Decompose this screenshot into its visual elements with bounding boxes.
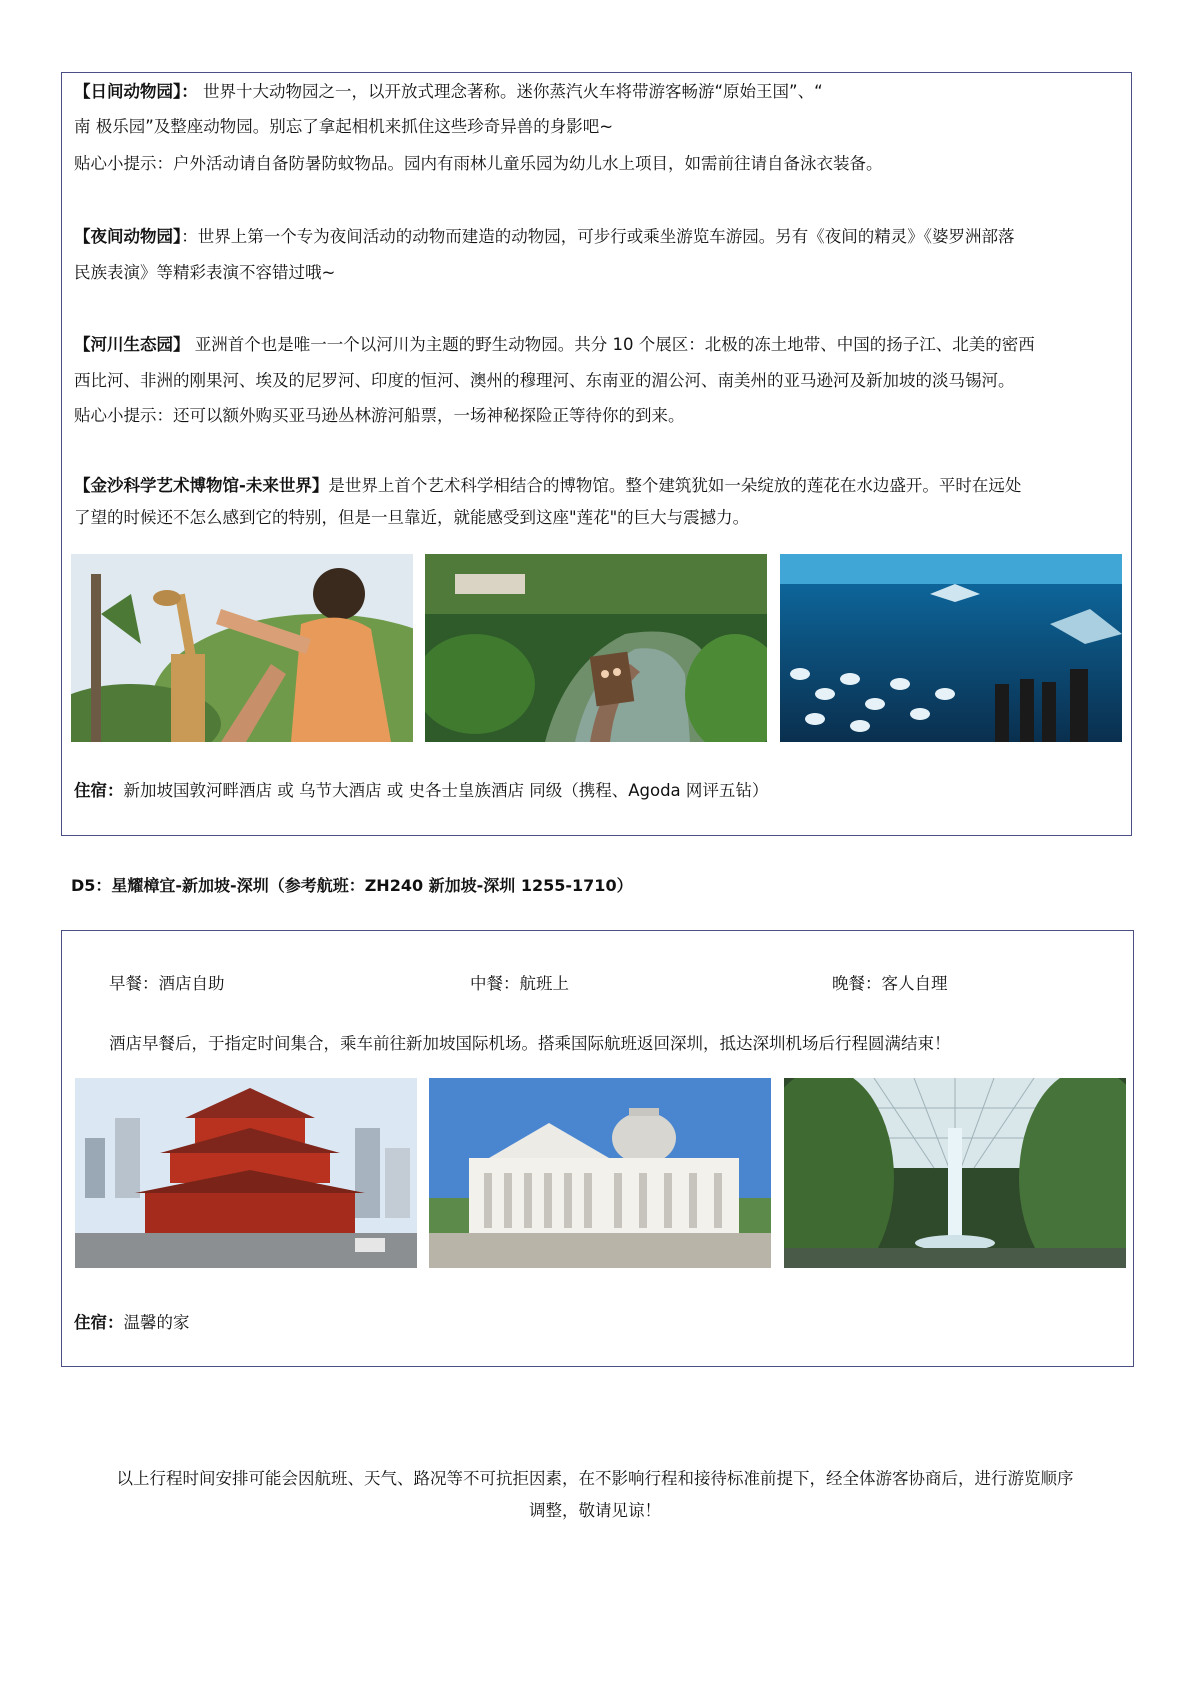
river-text: 亚洲首个也是唯一一个以河川为主题的野生动物园。共分 10 个展区：北极的冻土地带、中国的扬子江、北美的密西 [189, 335, 1035, 354]
day5-lunch: 中餐：航班上 [470, 974, 569, 993]
day4-accommodation [74, 780, 768, 802]
national-museum-photo [429, 1078, 771, 1268]
museum-title: 【金沙科学艺术博物馆-未来世界】 [74, 476, 329, 495]
giraffe-photo [71, 554, 413, 742]
buddha-tooth-temple-photo [75, 1078, 417, 1268]
day5-description: 酒店早餐后，于指定时间集合，乘车前往新加坡国际机场。搭乘国际航班返回深圳，抵达深圳机场后行程圆满结束！ [109, 1034, 951, 1053]
day5-dinner: 晚餐：客人自理 [832, 974, 948, 993]
day5-accommodation [74, 1312, 190, 1334]
museum-paragraph-line2: 了望的时候还不怎么感到它的特别，但是一旦靠近，就能感受到这座"莲花"的巨大与震撼力。 [74, 508, 750, 527]
zoo-day-tip: 贴心小提示：户外活动请自备防暑防蚊物品。园内有雨林儿童乐园为幼儿水上项目，如需前往请自备泳衣装备。 [74, 154, 883, 173]
river-paragraph-line1 [74, 334, 1035, 356]
zoo-night-text: ：世界上第一个专为夜间活动的动物而建造的动物园，可步行或乘坐游览车游园。另有《夜间的精灵》《婆罗洲部落 [181, 227, 1015, 246]
zoo-day-title: 【日间动物园】： [74, 82, 198, 101]
day5-accommodation-place: 温馨的家 [123, 1313, 190, 1332]
day5-heading: D5：星耀樟宜-新加坡-深圳（参考航班：ZH240 新加坡-深圳 1255-1710） [71, 876, 633, 895]
museum-text: 是世界上首个艺术科学相结合的博物馆。整个建筑犹如一朵绽放的莲花在水边盛开。平时在远处 [328, 476, 1022, 495]
river-title: 【河川生态园】 [74, 335, 190, 354]
aquarium-photo [780, 554, 1122, 742]
day5-breakfast: 早餐：酒店自助 [109, 974, 225, 993]
zoo-night-paragraph-line2: 民族表演》等精彩表演不容错过哦~ [74, 263, 336, 282]
museum-paragraph-line1 [74, 475, 1021, 497]
jewel-changi-waterfall-photo [784, 1078, 1126, 1268]
river-paragraph-line2: 西比河、非洲的刚果河、埃及的尼罗河、印度的恒河、澳州的穆理河、东南亚的湄公河、南美州的亚马逊河及新加坡的淡马锡河。 [74, 371, 1015, 390]
zoo-day-text: 世界十大动物园之一，以开放式理念著称。迷你蒸汽火车将带游客畅游“原始王国”、“ [197, 82, 823, 101]
zoo-day-paragraph-line1 [74, 81, 823, 103]
zoo-day-paragraph-line2: 南 极乐园”及整座动物园。别忘了拿起相机来抓住这些珍奇异兽的身影吧~ [74, 117, 614, 136]
disclaimer-line1: 以上行程时间安排可能会因航班、天气、路况等不可抗拒因素，在不影响行程和接待标准前提下，经全体游客协商后，进行游览顺序 [116, 1469, 1074, 1488]
river-tip: 贴心小提示：还可以额外购买亚马逊丛林游河船票，一场神秘探险正等待你的到来。 [74, 406, 685, 425]
disclaimer-line2: 调整，敬请见谅！ [529, 1501, 661, 1520]
day4-accommodation-label: 住宿： [74, 781, 124, 800]
day4-accommodation-hotels: 新加坡国敦河畔酒店 或 乌节大酒店 或 史各士皇族酒店 同级（携程、Agoda 网评五钻） [123, 781, 769, 800]
zoo-night-title: 【夜间动物园】 [74, 227, 182, 246]
day5-accommodation-label: 住宿： [74, 1313, 124, 1332]
zoo-night-paragraph-line1 [74, 226, 1015, 248]
river-boat-photo [425, 554, 767, 742]
